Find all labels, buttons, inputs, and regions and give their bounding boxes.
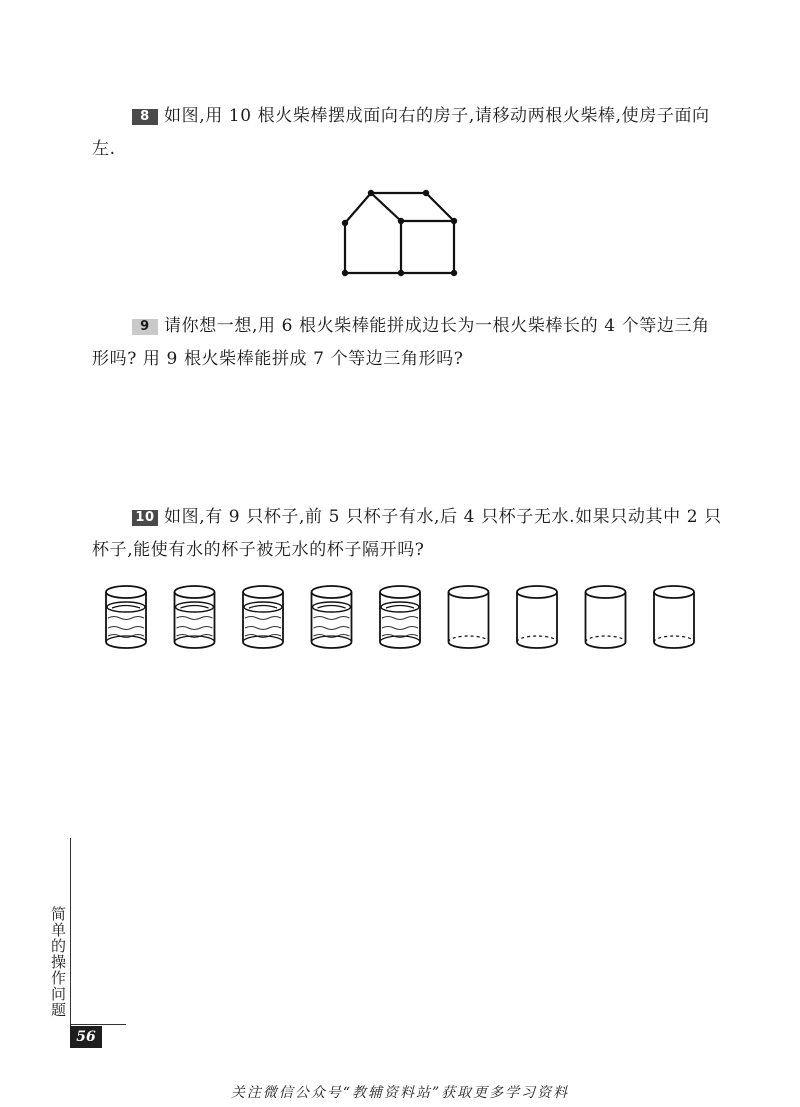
cup-with-water (312, 586, 352, 648)
matchstick (426, 193, 454, 221)
footer-watermark: 关注微信公众号“教辅资料站”获取更多学习资料 (230, 1085, 570, 1101)
problem-number-badge: 8 (132, 109, 158, 125)
cup-empty (654, 586, 694, 648)
bottom-rule (70, 1024, 126, 1025)
match-head (342, 220, 348, 226)
problem-text: 如图,用 10 根火柴棒摆成面向右的房子,请移动两根火柴棒,使房子面向左. (92, 106, 710, 159)
cup-empty (586, 586, 626, 648)
cup-with-water (106, 586, 146, 648)
match-head (451, 270, 457, 276)
cup-with-water (175, 586, 215, 648)
cup-empty (449, 586, 489, 648)
cup-empty (517, 586, 557, 648)
match-head (342, 270, 348, 276)
problem-9 (92, 310, 724, 376)
matchstick (371, 193, 401, 221)
cups-figure (96, 582, 708, 654)
match-head (423, 190, 429, 196)
problem-number-badge: 10 (132, 510, 158, 526)
match-head (398, 218, 404, 224)
problem-text: 请你想一想,用 6 根火柴棒能拼成边长为一根火柴棒长的 4 个等边三角形吗? 用 9 根火柴棒能拼成 7 个等边三角形吗? (92, 316, 710, 369)
match-head (368, 190, 374, 196)
problem-8 (92, 100, 724, 166)
side-rule (70, 838, 71, 1048)
cup-with-water (243, 586, 283, 648)
match-head (398, 270, 404, 276)
cup-with-water (380, 586, 420, 648)
page-number: 56 (70, 1026, 102, 1048)
problem-text: 如图,有 9 只杯子,前 5 只杯子有水,后 4 只杯子无水.如果只动其中 2 只杯子,能使有水的杯子被无水的杯子隔开吗? (92, 507, 722, 560)
problem-number-badge: 9 (132, 319, 158, 335)
matchstick (345, 193, 371, 223)
problem-10 (92, 501, 724, 567)
matchstick-house-figure (330, 180, 470, 284)
match-head (451, 218, 457, 224)
chapter-title: 简单的操作问题 (49, 906, 67, 1018)
